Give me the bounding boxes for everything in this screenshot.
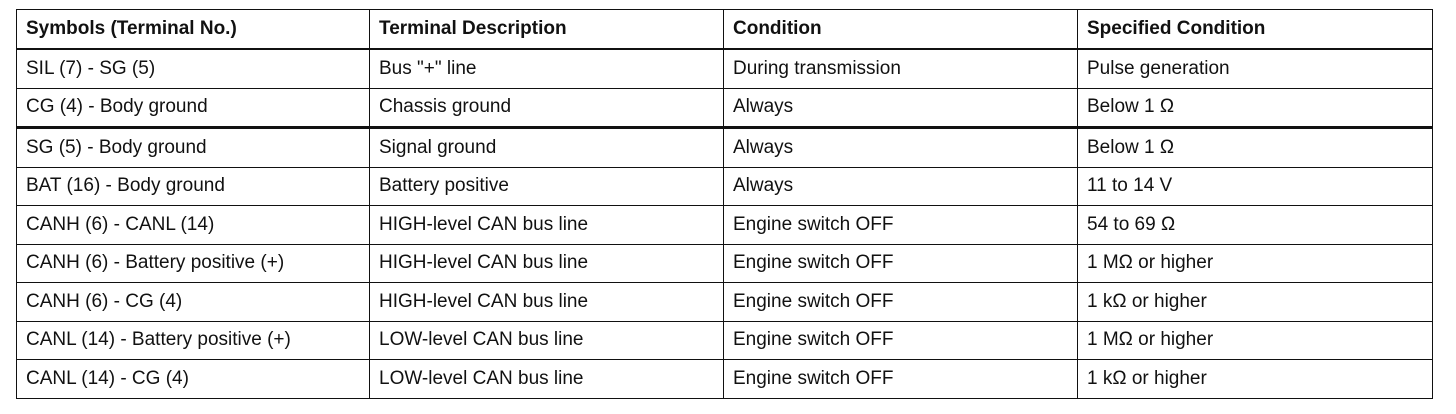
cell-symbols: SIL (7) - SG (5) (17, 49, 370, 88)
header-symbols: Symbols (Terminal No.) (17, 10, 370, 50)
header-specified-condition: Specified Condition (1078, 10, 1433, 50)
cell-terminal-description: HIGH-level CAN bus line (370, 283, 724, 322)
cell-symbols: BAT (16) - Body ground (17, 167, 370, 206)
cell-terminal-description: LOW-level CAN bus line (370, 360, 724, 399)
cell-terminal-description: Battery positive (370, 167, 724, 206)
cell-terminal-description: HIGH-level CAN bus line (370, 206, 724, 245)
table-row (17, 206, 1433, 245)
cell-condition: Engine switch OFF (724, 360, 1078, 399)
cell-specified-condition: 1 kΩ or higher (1078, 360, 1433, 399)
cell-specified-condition: 54 to 69 Ω (1078, 206, 1433, 245)
cell-condition: Engine switch OFF (724, 244, 1078, 283)
cell-condition: Engine switch OFF (724, 283, 1078, 322)
cell-symbols: CANH (6) - CG (4) (17, 283, 370, 322)
table-header-row (17, 10, 1433, 50)
cell-specified-condition: Below 1 Ω (1078, 128, 1433, 168)
cell-condition: Always (724, 128, 1078, 168)
table-row (17, 283, 1433, 322)
cell-symbols: CANL (14) - CG (4) (17, 360, 370, 399)
header-terminal-description: Terminal Description (370, 10, 724, 50)
cell-specified-condition: Below 1 Ω (1078, 88, 1433, 128)
cell-symbols: CG (4) - Body ground (17, 88, 370, 128)
table-row (17, 244, 1433, 283)
cell-condition: During transmission (724, 49, 1078, 88)
cell-terminal-description: LOW-level CAN bus line (370, 321, 724, 360)
cell-specified-condition: 1 MΩ or higher (1078, 321, 1433, 360)
cell-symbols: SG (5) - Body ground (17, 128, 370, 168)
cell-condition: Engine switch OFF (724, 321, 1078, 360)
table-row (17, 128, 1433, 168)
table-row (17, 321, 1433, 360)
cell-terminal-description: Chassis ground (370, 88, 724, 128)
cell-symbols: CANH (6) - CANL (14) (17, 206, 370, 245)
cell-symbols: CANH (6) - Battery positive (+) (17, 244, 370, 283)
header-condition: Condition (724, 10, 1078, 50)
terminal-specification-table (16, 9, 1433, 399)
table-row (17, 88, 1433, 128)
cell-specified-condition: Pulse generation (1078, 49, 1433, 88)
cell-specified-condition: 1 kΩ or higher (1078, 283, 1433, 322)
cell-terminal-description: HIGH-level CAN bus line (370, 244, 724, 283)
cell-symbols: CANL (14) - Battery positive (+) (17, 321, 370, 360)
cell-condition: Always (724, 88, 1078, 128)
cell-condition: Engine switch OFF (724, 206, 1078, 245)
table-row (17, 49, 1433, 88)
table-row (17, 167, 1433, 206)
cell-condition: Always (724, 167, 1078, 206)
cell-specified-condition: 1 MΩ or higher (1078, 244, 1433, 283)
table-row (17, 360, 1433, 399)
cell-specified-condition: 11 to 14 V (1078, 167, 1433, 206)
cell-terminal-description: Signal ground (370, 128, 724, 168)
cell-terminal-description: Bus "+" line (370, 49, 724, 88)
